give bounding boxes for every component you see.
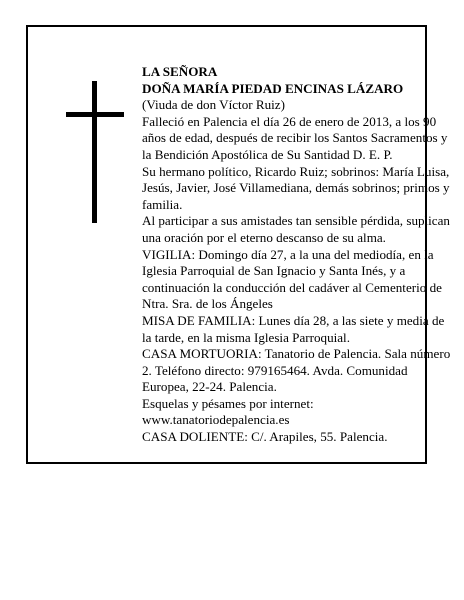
obituary-text <box>142 64 452 446</box>
subtitle: (Viuda de don Víctor Ruiz) <box>142 97 285 113</box>
vigil-paragraph: VIGILIA: Domingo día 27, a la una del mediodía, en la Iglesia Parroquial de San Ignacio y Santa Inés, y a continuación la conducción del cadáver al Cementerio de Ntra. Sra. de los Ángeles <box>142 246 442 312</box>
heading: LA SEÑORA <box>142 64 218 79</box>
cross-icon <box>92 81 97 223</box>
mourning-home-paragraph: CASA DOLIENTE: C/. Arapiles, 55. Palencia. <box>142 429 388 445</box>
mass-paragraph: MISA DE FAMILIA: Lunes día 28, a las siete y media de la tarde, en la misma Iglesia Parroquial. <box>142 312 445 345</box>
deceased-name: DOÑA MARÍA PIEDAD ENCINAS LÁZARO <box>142 80 404 96</box>
obituary-notice <box>26 25 451 464</box>
condolences-paragraph: Esquelas y pésames por internet: www.tanatoriodepalencia.es <box>142 395 314 428</box>
death-paragraph: Falleció en Palencia el día 26 de enero de 2013, a los 90 años de edad, después de recibir los Santos Sacramentos y la Bendición Apostólica de Su Santidad D. E. P. <box>142 113 448 162</box>
request-paragraph: Al participar a sus amistades tan sensible pérdida, suplican una oración por el eterno descanso de su alma. <box>142 213 450 245</box>
funeral-home-paragraph: CASA MORTUORIA: Tanatorio de Palencia. Sala número 2. Teléfono directo: 979165464. Avda. Comunidad Europea, 22-24. Palencia. <box>142 346 451 395</box>
cross-icon-bar <box>66 112 124 117</box>
family-paragraph: Su hermano político, Ricardo Ruiz; sobrinos: María Luisa, Jesús, Javier, José Villamediana, demás sobrinos; primos y familia. <box>142 163 450 212</box>
